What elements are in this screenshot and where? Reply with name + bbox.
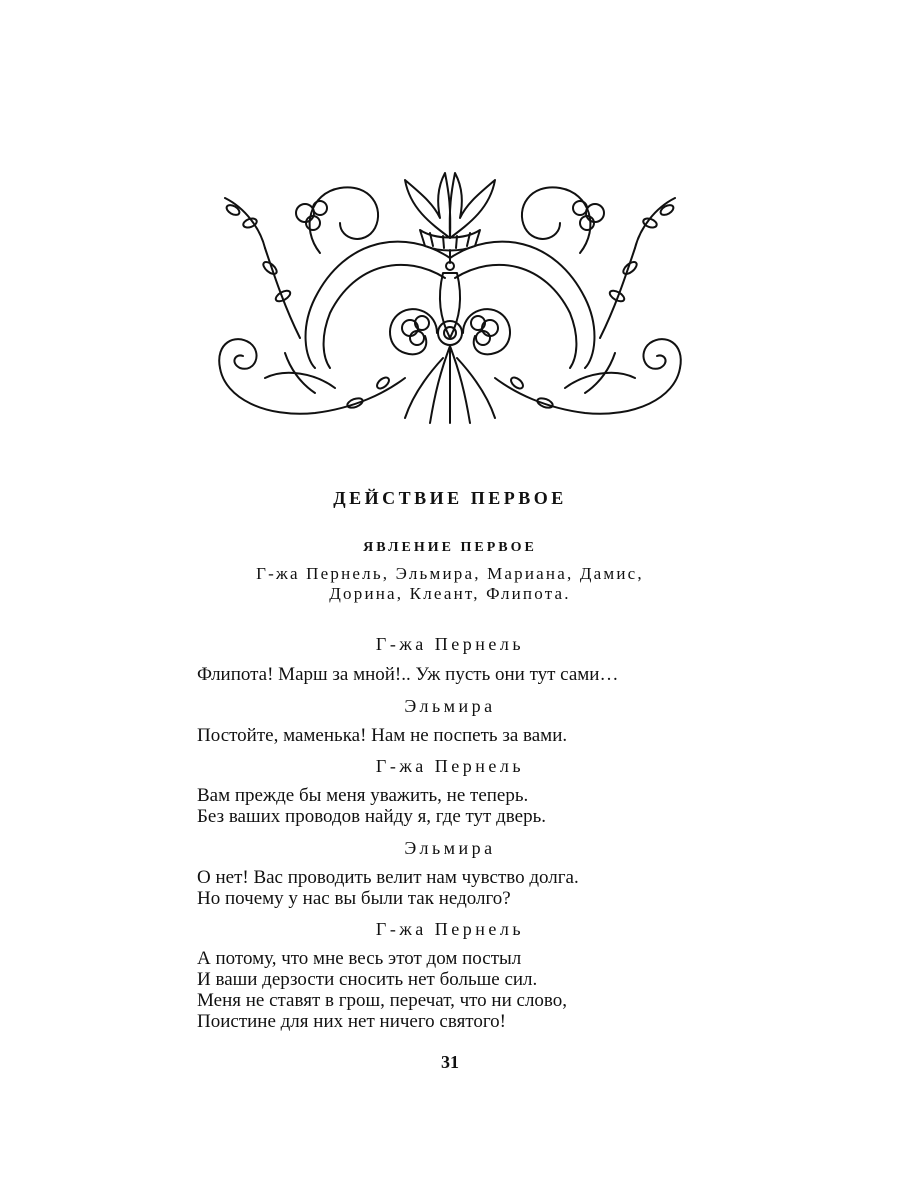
cast-list [190,564,710,604]
speaker-name: Эльмира [404,696,496,716]
act-title: ДЕЙСТВИЕ ПЕРВОЕ [333,488,567,508]
page-number: 31 [441,1052,459,1072]
verse-line: И ваши дерзости сносить нет больше сил. [197,969,538,990]
cast-line: Г-жа Пернель, Эльмира, Мариана, Дамис, [256,564,644,583]
verse-line: Меня не ставят в грош, перечат, что ни слово, [197,990,568,1011]
speaker-name: Г-жа Пернель [375,756,525,776]
verse-line: Вам прежде бы меня уважить, не теперь. [197,785,529,806]
floral-ornament-icon [205,168,695,448]
verse-line: Без ваших проводов найду я, где тут дверь. [197,806,546,827]
verse-line: Флипота! Марш за мной!.. Уж пусть они тут сами… [197,664,619,685]
verse-line: Но почему у нас вы были так недолго? [197,888,511,909]
verse-line: Постойте, маменька! Нам не поспеть за вами. [197,725,568,746]
verse-line: Поистине для них нет ничего святого! [197,1011,507,1032]
speaker-name: Г-жа Пернель [375,919,525,939]
verse-line: А потому, что мне весь этот дом постыл [197,948,522,969]
cast-line: Дорина, Клеант, Флипота. [329,584,571,603]
verse-line: О нет! Вас проводить велит нам чувство долга. [197,867,579,888]
scene-title: ЯВЛЕНИЕ ПЕРВОЕ [363,540,537,555]
speaker-name: Эльмира [404,838,496,858]
speaker-name: Г-жа Пернель [375,634,525,654]
